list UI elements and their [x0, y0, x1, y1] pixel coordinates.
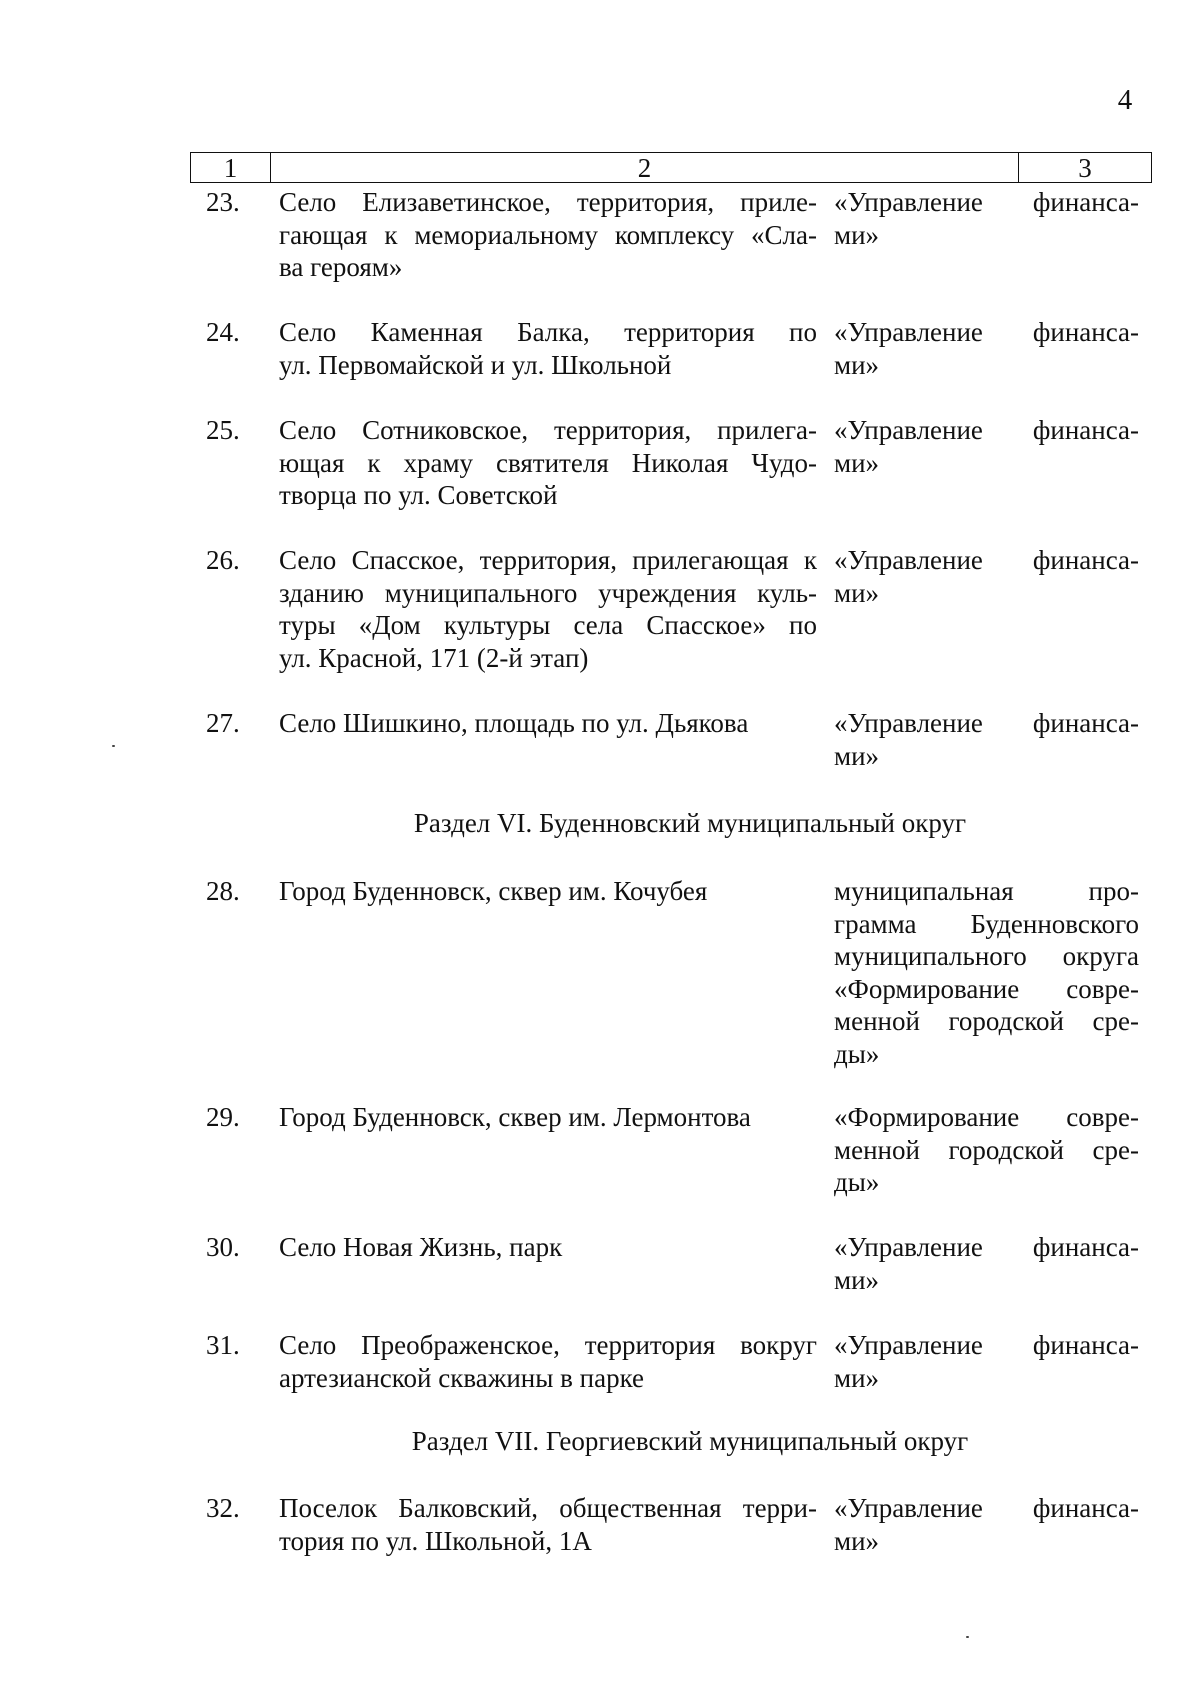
place-description [279, 1329, 817, 1394]
place-description [279, 1231, 817, 1264]
program-line: ды» [834, 1167, 880, 1197]
program-line: ми» [834, 577, 880, 608]
place-description [279, 414, 817, 512]
place-line: тория по ул. Школьной, 1А [279, 1525, 592, 1556]
program-line: «Управление финанса- [834, 1232, 1139, 1262]
program-name [834, 1492, 1139, 1557]
program-name [834, 544, 1139, 609]
row-number: 24. [206, 317, 240, 347]
place-description [279, 1492, 817, 1557]
place-line: Село Новая Жизнь, парк [279, 1232, 563, 1262]
header-col-1: 1 [191, 153, 271, 182]
program-line: «Управление финанса- [834, 1493, 1139, 1523]
row-number: 30. [206, 1232, 240, 1262]
place-line: Село Сотниковское, территория, прилега- [279, 415, 817, 445]
row-number: 26. [206, 545, 240, 575]
program-name [834, 186, 1139, 251]
section-title: Раздел VI. Буденновский муниципальный округ [413, 808, 967, 838]
place-description [279, 707, 817, 740]
program-line: «Управление финанса- [834, 415, 1139, 445]
program-name [834, 707, 1139, 772]
row-number: 31. [206, 1330, 240, 1360]
row-number: 32. [206, 1493, 240, 1523]
program-name [834, 875, 1139, 1070]
place-line: Село Шишкино, площадь по ул. Дьякова [279, 708, 749, 738]
program-line: «Формирование совре- [834, 973, 1139, 1004]
place-line: Село Елизаветинское, территория, приле- [279, 187, 817, 217]
place-description [279, 875, 817, 908]
scan-speck [966, 1636, 969, 1638]
header-col-2: 2 [271, 153, 1019, 182]
program-name [834, 316, 1139, 381]
program-name [834, 1101, 1139, 1199]
place-line: туры «Дом культуры села Спасское» по [279, 610, 817, 640]
program-line: муниципальная про- [834, 876, 1139, 906]
program-line: ми» [834, 219, 880, 250]
program-line: «Управление финанса- [834, 708, 1139, 738]
table-header [190, 152, 1152, 183]
program-line: «Управление финанса- [834, 187, 1139, 217]
row-number: 29. [206, 1102, 240, 1132]
place-description [279, 1101, 817, 1134]
place-line: Город Буденновск, сквер им. Кочубея [279, 876, 708, 906]
section-title: Раздел VII. Георгиевский муниципальный округ [411, 1426, 969, 1456]
place-line: ул. Первомайской и ул. Школьной [279, 349, 672, 380]
place-line: Село Каменная Балка, территория по [279, 317, 817, 347]
row-number: 27. [206, 708, 240, 738]
place-line: зданию муниципального учреждения куль- [279, 577, 817, 608]
program-line: «Управление финанса- [834, 1330, 1139, 1360]
program-line: ды» [834, 1038, 880, 1069]
place-line: Поселок Балковский, общественная терри- [279, 1493, 817, 1523]
place-description [279, 316, 817, 381]
place-line: гающая к мемориальному комплексу «Сла- [279, 219, 817, 250]
program-line: ми» [834, 1264, 880, 1295]
place-line: Город Буденновск, сквер им. Лермонтова [279, 1102, 751, 1132]
place-line: ющая к храму святителя Николая Чудо- [279, 447, 817, 478]
program-name [834, 1231, 1139, 1296]
place-line: творца по ул. Советской [279, 480, 558, 510]
place-description [279, 186, 817, 284]
program-line: «Управление финанса- [834, 317, 1139, 347]
row-number: 23. [206, 187, 240, 217]
header-col-3: 3 [1078, 153, 1092, 183]
row-number: 28. [206, 876, 240, 906]
program-line: «Формирование совре- [834, 1102, 1139, 1132]
program-line: менной городской сре- [834, 1134, 1139, 1165]
program-line: ми» [834, 1362, 880, 1393]
program-line: ми» [834, 349, 880, 380]
program-line: ми» [834, 1525, 880, 1556]
program-line: грамма Буденновского [834, 908, 1139, 939]
program-line: «Управление финанса- [834, 545, 1139, 575]
row-number: 25. [206, 415, 240, 445]
page-number: 4 [1117, 84, 1133, 116]
scan-speck [112, 745, 115, 747]
place-line: Село Спасское, территория, прилегающая к [279, 545, 817, 575]
program-line: ми» [834, 740, 880, 771]
program-line: ми» [834, 447, 880, 478]
program-line: муниципального округа [834, 941, 1139, 971]
place-line: артезианской скважины в парке [279, 1362, 645, 1393]
place-line: ва героям» [279, 252, 403, 282]
place-description [279, 544, 817, 674]
program-name [834, 414, 1139, 479]
place-line: Село Преображенское, территория вокруг [279, 1330, 817, 1360]
place-line: ул. Красной, 171 (2-й этап) [279, 642, 589, 673]
program-name [834, 1329, 1139, 1394]
program-line: менной городской сре- [834, 1006, 1139, 1036]
